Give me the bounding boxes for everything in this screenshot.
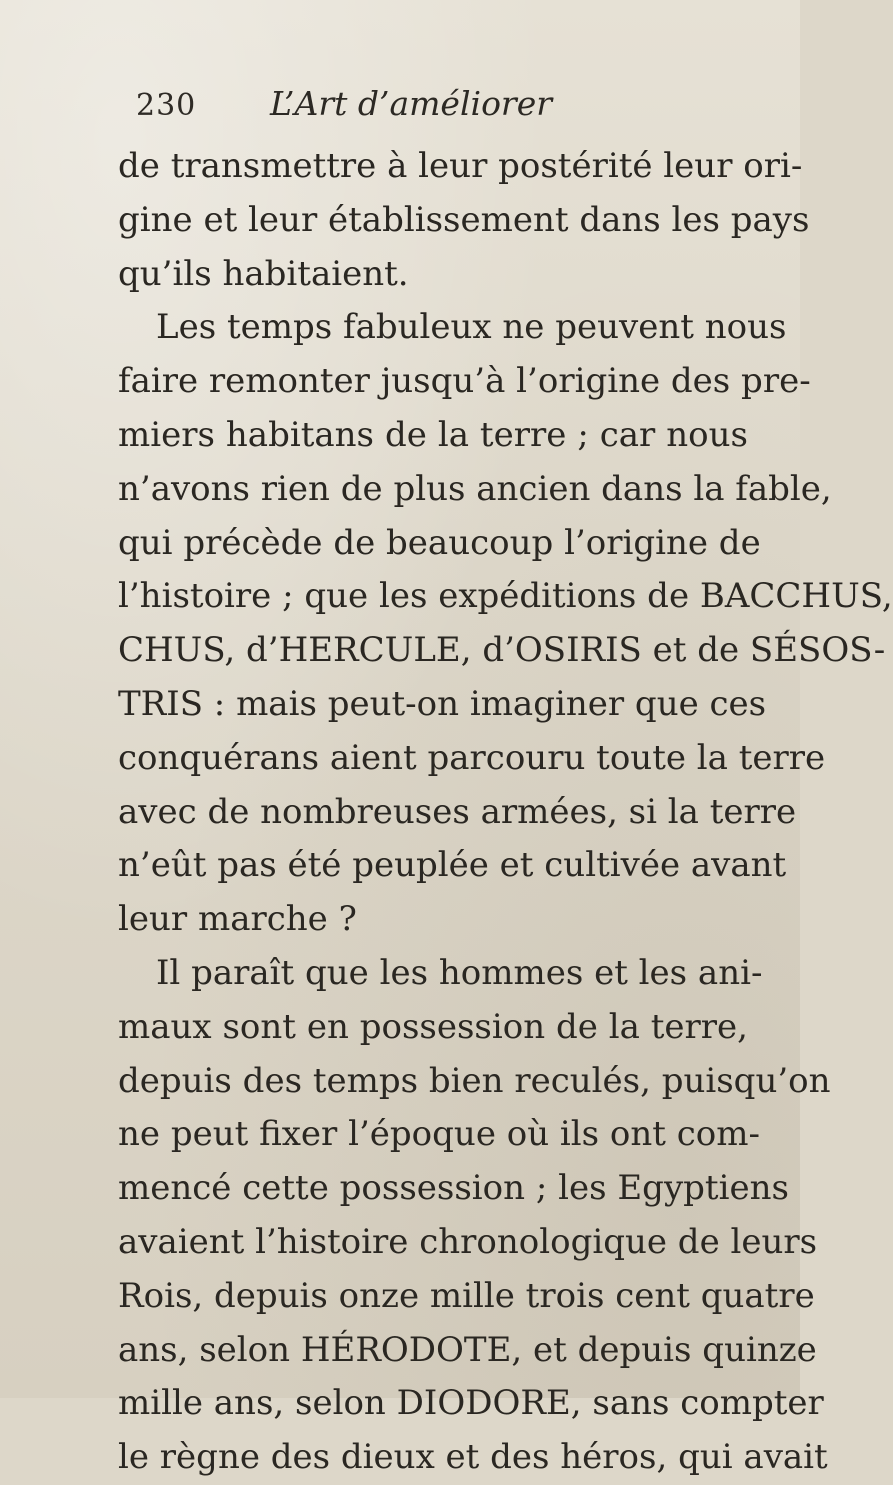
text-line: ne peut fixer l’époque où ils ont com- (118, 1114, 760, 1155)
running-title: L’Art d’améliorer (270, 84, 553, 123)
text-line: miers habitans de la terre ; car nous (118, 414, 748, 455)
paragraph-start-line: Il paraît que les hommes et les ani- (156, 952, 763, 993)
text-line: Rois, depuis onze mille trois cent quatre (118, 1275, 815, 1316)
paragraph-start-line: Les temps fabuleux ne peuvent nous (156, 307, 787, 348)
text-line: mencé cette possession ; les Egyptiens (118, 1168, 789, 1209)
text-line: n’avons rien de plus ancien dans la fable, (118, 468, 832, 509)
body-text (118, 140, 893, 1485)
text-line: leur marche ? (118, 899, 357, 940)
text-line: qu’ils habitaient. (118, 253, 409, 294)
text-line: qui précède de beaucoup l’origine de (118, 522, 761, 563)
text-line: CHUS, d’HERCULE, d’OSIRIS et de SÉSOS- (118, 630, 886, 671)
text-line: le règne des dieux et des héros, qui avait (118, 1437, 828, 1478)
text-line: avaient l’histoire chronologique de leurs (118, 1221, 818, 1262)
page-number: 230 (136, 88, 197, 123)
text-line: maux sont en possession de la terre, (118, 1006, 748, 1047)
text-line: de transmettre à leur postérité leur ori- (118, 146, 803, 186)
text-line: faire remonter jusqu’à l’origine des pre- (118, 361, 811, 402)
text-line: n’eût pas été peuplée et cultivée avant (118, 845, 787, 886)
text-line: TRIS : mais peut-on imaginer que ces (118, 683, 767, 724)
text-line: conquérans aient parcouru toute la terre (118, 737, 826, 778)
page-header (120, 84, 740, 132)
text-line: avec de nombreuses armées, si la terre (118, 791, 797, 832)
text-line: mille ans, selon DIODORE, sans compter (118, 1383, 824, 1424)
text-line: l’histoire ; que les expéditions de BACCHUS, (118, 576, 893, 617)
text-line: depuis des temps bien reculés, puisqu’on (118, 1060, 831, 1101)
text-line: ans, selon HÉRODOTE, et depuis quinze (118, 1329, 817, 1370)
text-line: gine et leur établissement dans les pays (118, 199, 810, 240)
